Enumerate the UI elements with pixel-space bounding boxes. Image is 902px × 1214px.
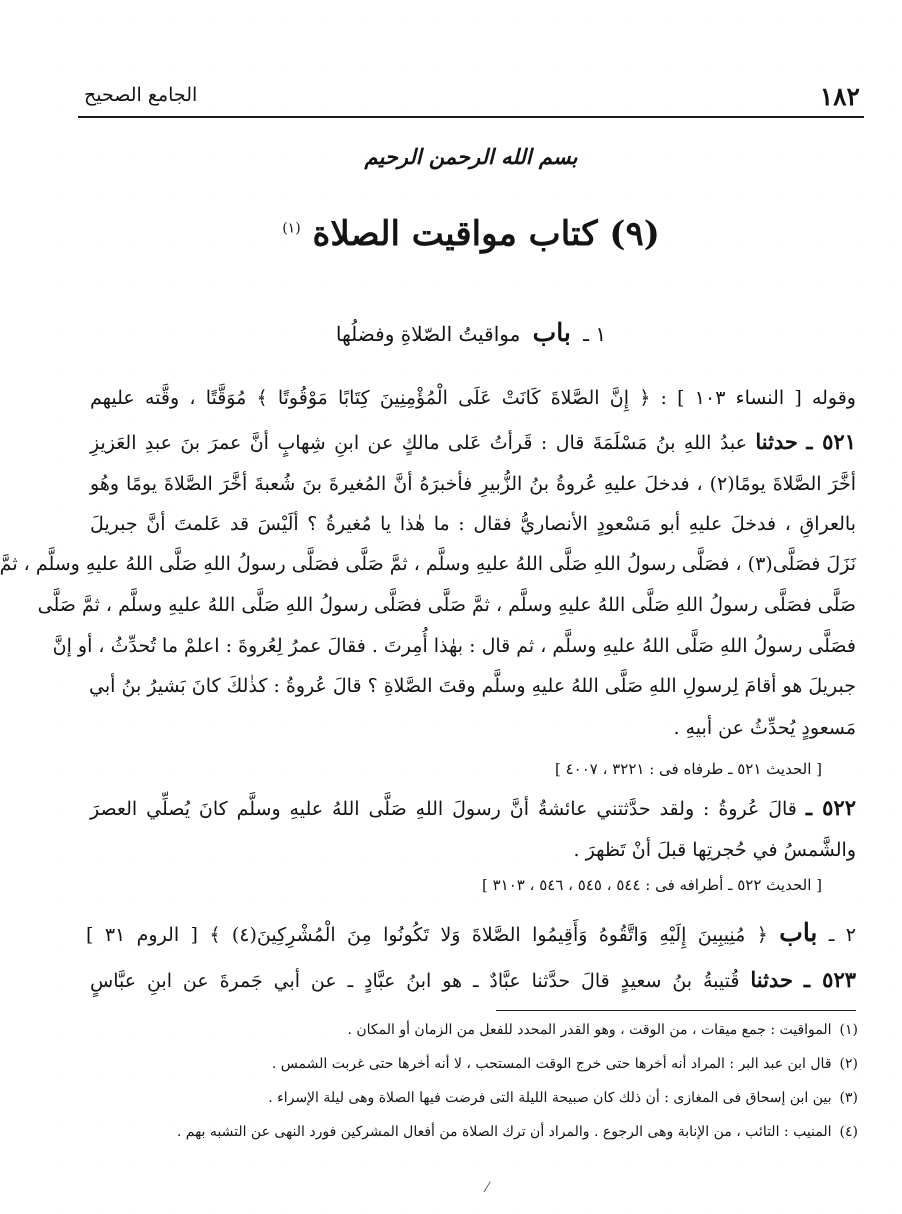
footnote-1-number: (١) [839,1022,858,1038]
hadith-521-line-3: بالعراقِ ، فدخلَ عليهِ أبو مَسْعودٍ الأنصاريُّ فقال : ما هٰذا يا مُغيرةُ ؟ ألَيْسَ قد عَلمتَ أنَّ جبريلَ [90,513,856,535]
footnote-2-text: قال ابن عبد البر : المراد أنه أخرها حتى خرج الوقت المستحب ، لا أنه أخرها حتى غربت الشمس . [271,1056,832,1072]
hadith-523-text: قُتيبةُ بنُ سعيدٍ قالَ حدَّثنا عبَّادٌ ـ هو ابنُ عبَّادٍ ـ عن أبي جَمرةَ عن ابنِ عبَّاسٍ [90,970,740,992]
chapter-1-title: مواقيتُ الصّلاةِ وفضلُها [335,322,521,346]
hadith-523-haddatha: حدثنا [750,967,793,992]
footnote-4-text: المنيب : التائب ، من الإنابة وهى الرجوع . والمراد أن ترك الصلاة من أفعال المشركين فورد النهى عن التشبه بهم . [176,1124,832,1140]
footnote-3-text: بين ابن إسحاق فى المغازى : أن ذلك كان صبيحة الليلة التى فرضت فيها الصلاة وهى ليلة الإسراء . [268,1090,832,1106]
hadith-522-line-2: والشَّمسُ في حُجرتِها قبلَ أنْ تَظهرَ . [573,839,856,861]
hadith-522-line-1 [90,796,856,821]
footnote-4 [88,1122,858,1142]
footnote-3-number: (٣) [839,1090,858,1106]
basmala: بسم الله الرحمن الرحيم [364,144,578,169]
footnote-2-number: (٢) [839,1056,858,1072]
chapter-2-number: ٢ ـ [828,924,856,946]
hadith-521-line-1-text: عبدُ اللهِ بنُ مَسْلَمَةَ قال : قَرأتُ عَلى مالكٍ عن ابنِ شِهابٍ أنَّ عمرَ بنَ عبدِ العَزيزِ [90,432,747,454]
hadith-521-line-5: صَلَّى فصَلَّى رسولُ اللهِ صَلَّى اللهُ عليهِ وسلَّم ، ثمَّ صَلَّى فصَلَّى رسولُ اللهِ صَلَّى اللهُ عليهِ وسلَّم ، ثمَّ صَلَّى [37,594,856,616]
chapter-2-bab: باب [779,918,818,947]
running-book-title: الجامع الصحيح [84,84,198,106]
hadith-521-line-1 [90,430,856,455]
book-heading-text: (٩) كتاب مواقيت الصلاة [312,214,660,254]
page-number: ١٨٢ [819,82,860,111]
hadith-521-line-7: جبريلَ هو أقامَ لِرسولِ اللهِ صَلَّى اللهُ عليهِ وسلَّم وقتَ الصَّلاةِ ؟ قالَ عُروةُ : كذٰلكَ كانَ بَشيرُ بنُ أبي [89,675,856,697]
hadith-522-cross-reference: [ الحديث ٥٢٢ ـ أطرافه فى : ٥٤٤ ، ٥٤٥ ، ٥٤٦ ، ٣١٠٣ ] [481,876,822,894]
chapter-2-heading [86,918,856,947]
hadith-522-line-1-text: قالَ عُروةُ : ولقد حدَّثتني عائشةُ أنَّ رسولَ اللهِ صَلَّى اللهُ عليهِ وسلَّم كانَ يُصلِّي العصرَ [90,798,797,820]
hadith-521-haddatha: حدثنا [755,429,798,454]
footnote-1 [88,1020,858,1040]
running-header [78,78,864,118]
chapter-1-heading [40,318,902,347]
hadith-523-number: ٥٢٣ ـ [803,967,857,992]
footnote-1-text: المواقيت : جمع ميقات ، من الوقت ، وهو القدر المحدد للفعل من الزمان أو المكان . [347,1022,832,1038]
chapter-2-text: ﴿ مُنِيبِينَ إِلَيْهِ وَاتَّقُوهُ وَأَقِيمُوا الصَّلاةَ وَلا تَكُونُوا مِنَ الْمُشْرِكِينَ(٤) ﴾ [ الروم ٣١ ] [86,924,768,946]
book-heading-footnote-marker: (١) [282,220,301,237]
footnote-separator [496,1010,856,1011]
chapter-1-bab: باب [532,318,571,347]
footnote-4-number: (٤) [839,1124,858,1140]
hadith-522-number: ٥٢٢ ـ [805,795,856,820]
hadith-521-cross-reference: [ الحديث ٥٢١ ـ طرفاه فى : ٣٢٢١ ، ٤٠٠٧ ] [554,760,822,778]
hadith-521-line-2: أخَّرَ الصَّلاةَ يومًا(٢) ، فدخلَ عليهِ عُروةُ بنُ الزُّبيرِ فأخبرَهُ أنَّ المُغيرةَ بنَ شُعبةَ أخَّرَ الصَّلاةَ يومًا وهُو [90,473,856,495]
hadith-521-line-6: فصَلَّى رسولُ اللهِ صَلَّى اللهُ عليهِ وسلَّم ، ثم قال : بهٰذا أُمِرتَ . فقالَ عمرُ لِعُروةَ : اعلمْ ما تُحدِّثُ ، أو إنَّ [52,635,856,657]
hadith-521-line-8: مَسعودٍ يُحدِّثُ عن أبيهِ . [673,717,856,739]
header-rule [78,116,864,118]
hadith-521-line-4: نَزَلَ فصَلَّى(٣) ، فصَلَّى رسولُ اللهِ صَلَّى اللهُ عليهِ وسلَّم ، ثمَّ صَلَّى فصَلَّى رسولُ اللهِ صَلَّى اللهُ عليهِ وسلَّم ، ثمَّ [0,553,856,575]
footnote-2 [88,1054,858,1074]
hadith-521-number: ٥٢١ ـ [806,429,856,454]
stray-scan-mark: ⁄ [486,1180,489,1196]
chapter-1-number: ١ ـ [583,322,607,346]
hadith-523-line-1 [90,968,856,993]
book-heading [40,214,902,254]
footnote-3 [88,1088,858,1108]
verse-line: وقوله [ النساء ١٠٣ ] : ﴿ إِنَّ الصَّلاةَ كَانَتْ عَلَى الْمُؤْمِنِينَ كِتَابًا مَوْقُوتًا ﴾ مُوَقَّتًا ، وقَّته عليهم [90,387,856,409]
